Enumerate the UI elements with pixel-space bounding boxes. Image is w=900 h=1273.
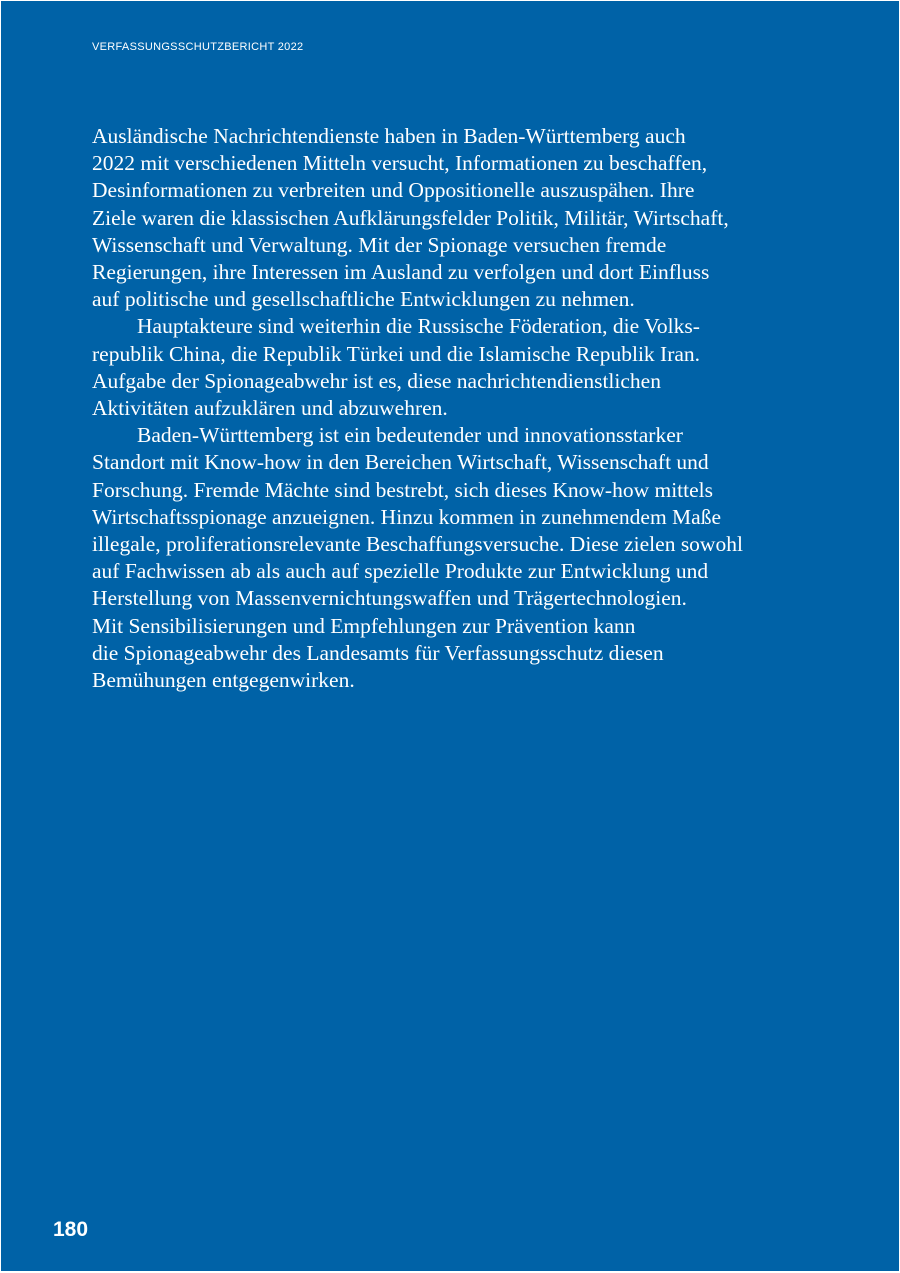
text-line: 2022 mit verschiedenen Mitteln versucht, Informationen zu beschaffen, <box>92 151 708 176</box>
text-line: Bemühungen entgegenwirken. <box>92 668 355 693</box>
paragraph-2 <box>92 313 804 422</box>
paragraph-3 <box>92 422 804 694</box>
text-line: auf Fachwissen ab als auch auf spezielle Produkte zur Entwicklung und <box>92 559 709 584</box>
report-page <box>1 1 899 1271</box>
running-header: VERFASSUNGSSCHUTZBERICHT 2022 <box>92 41 304 53</box>
text-line: Desinformationen zu verbreiten und Oppositionelle auszuspähen. Ihre <box>92 178 695 203</box>
text-line: Aktivitäten aufzuklären und abzuwehren. <box>92 396 448 421</box>
text-line: auf politische und gesellschaftliche Entwicklungen zu nehmen. <box>92 287 635 312</box>
text-line: Ziele waren die klassischen Aufklärungsfelder Politik, Militär, Wirtschaft, <box>92 205 729 230</box>
text-line: die Spionageabwehr des Landesamts für Verfassungsschutz diesen <box>92 640 664 665</box>
text-line: republik China, die Republik Türkei und die Islamische Republik Iran. <box>92 341 701 366</box>
text-line: Wissenschaft und Verwaltung. Mit der Spionage versuchen fremde <box>92 232 667 257</box>
text-line: Baden-Württemberg ist ein bedeutender und innovationsstarker <box>137 423 683 448</box>
text-line: Wirtschaftsspionage anzueignen. Hinzu kommen in zunehmendem Maße <box>92 504 722 529</box>
text-line: Ausländische Nachrichtendienste haben in Baden-Württemberg auch <box>92 124 686 148</box>
text-line: Standort mit Know-how in den Bereichen Wirtschaft, Wissenschaft und <box>92 450 709 475</box>
text-line: Mit Sensibilisierungen und Empfehlungen zur Prävention kann <box>92 613 636 638</box>
text-line: Hauptakteure sind weiterhin die Russische Föderation, die Volks- <box>137 314 700 339</box>
text-line: Herstellung von Massenvernichtungswaffen und Trägertechnologien. <box>92 586 687 611</box>
text-line: Aufgabe der Spionageabwehr ist es, diese nachrichtendienstlichen <box>92 368 661 393</box>
body-text <box>92 123 804 694</box>
page-number: 180 <box>53 1218 89 1241</box>
paragraph-1 <box>92 123 804 313</box>
text-line: Regierungen, ihre Interessen im Ausland zu verfolgen und dort Einfluss <box>92 260 710 285</box>
text-line: illegale, proliferationsrelevante Beschaffungsversuche. Diese zielen sowohl <box>92 532 743 557</box>
text-line: Forschung. Fremde Mächte sind bestrebt, sich dieses Know-how mittels <box>92 477 714 502</box>
